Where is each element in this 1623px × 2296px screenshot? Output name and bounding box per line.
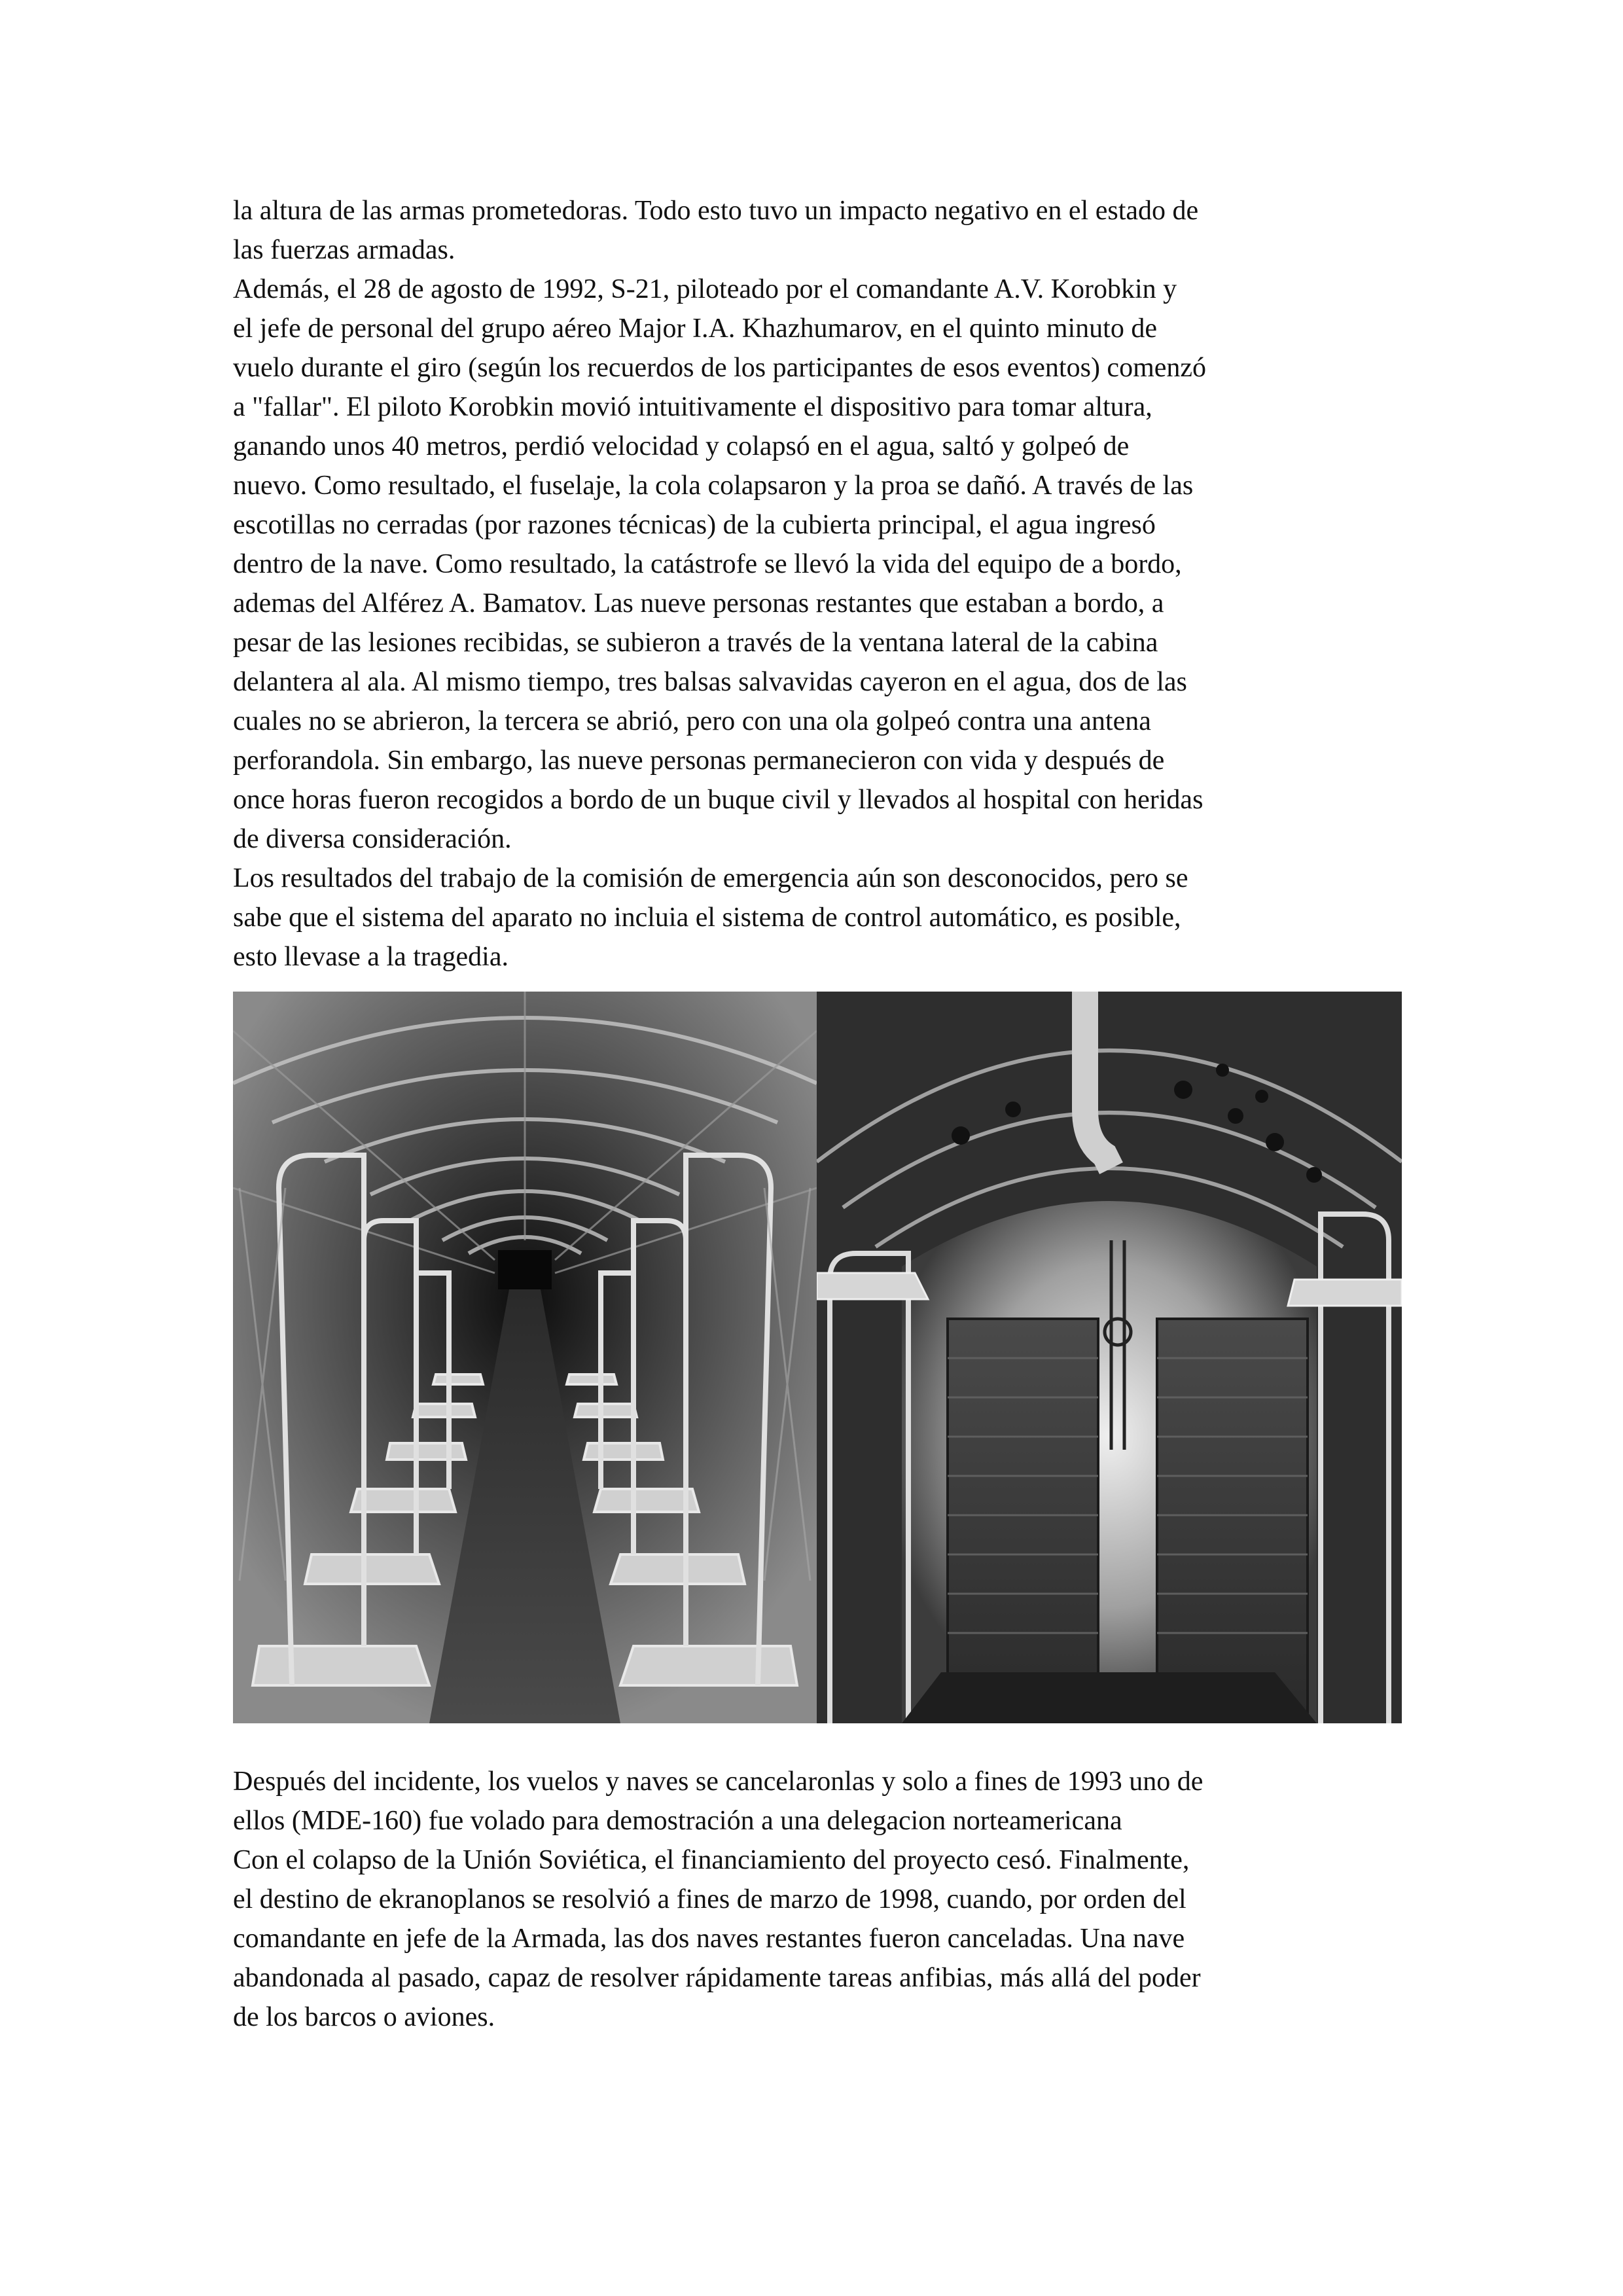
text-line: el destino de ekranoplanos se resolvió a fines de marzo de 1998, cuando, por orden del (233, 1884, 1186, 1914)
text-line: nuevo. Como resultado, el fuselaje, la cola colapsaron y la proa se dañó. A través de las (233, 471, 1194, 501)
text-line: esto llevase a la tragedia. (233, 942, 508, 972)
text-line: escotillas no cerradas (por razones técnicas) de la cubierta principal, el agua ingresó (233, 510, 1156, 540)
text-line: abandonada al pasado, capaz de resolver rápidamente tareas anfibias, más allá del poder (233, 1963, 1201, 1993)
text-line: once horas fueron recogidos a bordo de un buque civil y llevados al hospital con heridas (233, 785, 1204, 815)
text-line: ganando unos 40 metros, perdió velocidad y colapsó en el agua, saltó y golpeó de (233, 431, 1130, 461)
text-line: Con el colapso de la Unión Soviética, el financiamiento del proyecto cesó. Finalmente, (233, 1845, 1190, 1875)
text-line: Los resultados del trabajo de la comisión de emergencia aún son desconocidos, pero se (233, 863, 1188, 893)
text-line: sabe que el sistema del aparato no incluia el sistema de control automático, es posible, (233, 903, 1181, 933)
text-line: de diversa consideración. (233, 824, 512, 854)
text-line: vuelo durante el giro (según los recuerdos de los participantes de esos eventos) comenzó (233, 353, 1207, 383)
text-line: Después del incidente, los vuelos y naves se cancelaronlas y solo a fines de 1993 uno de (233, 1767, 1204, 1797)
cargo-bay-illustration (817, 992, 1402, 1723)
cargo-bay-photo-right (817, 992, 1402, 1723)
text-line: Además, el 28 de agosto de 1992, S-21, piloteado por el comandante A.V. Korobkin y (233, 274, 1177, 304)
body-text-paragraph-1 (233, 191, 1398, 977)
text-line: ademas del Alférez A. Bamatov. Las nueve personas restantes que estaban a bordo, a (233, 588, 1164, 619)
text-line: delantera al ala. Al mismo tiempo, tres balsas salvavidas cayeron en el agua, dos de las (233, 667, 1187, 697)
text-line: el jefe de personal del grupo aéreo Major I.A. Khazhumarov, en el quinto minuto de (233, 314, 1157, 344)
text-line: la altura de las armas prometedoras. Todo esto tuvo un impacto negativo en el estado de (233, 196, 1199, 226)
text-line: a "fallar". El piloto Korobkin movió intuitivamente el dispositivo para tomar altura, (233, 392, 1152, 422)
text-line: perforandola. Sin embargo, las nueve personas permanecieron con vida y después de (233, 745, 1165, 776)
text-line: ellos (MDE-160) fue volado para demostración a una delegacion norteamericana (233, 1806, 1122, 1836)
fuselage-corridor-illustration (233, 992, 817, 1723)
text-line: cuales no se abrieron, la tercera se abrió, pero con una ola golpeó contra una antena (233, 706, 1151, 736)
text-line: las fuerzas armadas. (233, 235, 455, 265)
fuselage-interior-photo-left (233, 992, 817, 1723)
text-line: pesar de las lesiones recibidas, se subieron a través de la ventana lateral de la cabina (233, 628, 1158, 658)
body-text-paragraph-2 (233, 1762, 1398, 2037)
text-line: comandante en jefe de la Armada, las dos naves restantes fueron canceladas. Una nave (233, 1924, 1185, 1954)
text-line: dentro de la nave. Como resultado, la catástrofe se llevó la vida del equipo de a bordo, (233, 549, 1182, 579)
text-line: de los barcos o aviones. (233, 2002, 495, 2032)
